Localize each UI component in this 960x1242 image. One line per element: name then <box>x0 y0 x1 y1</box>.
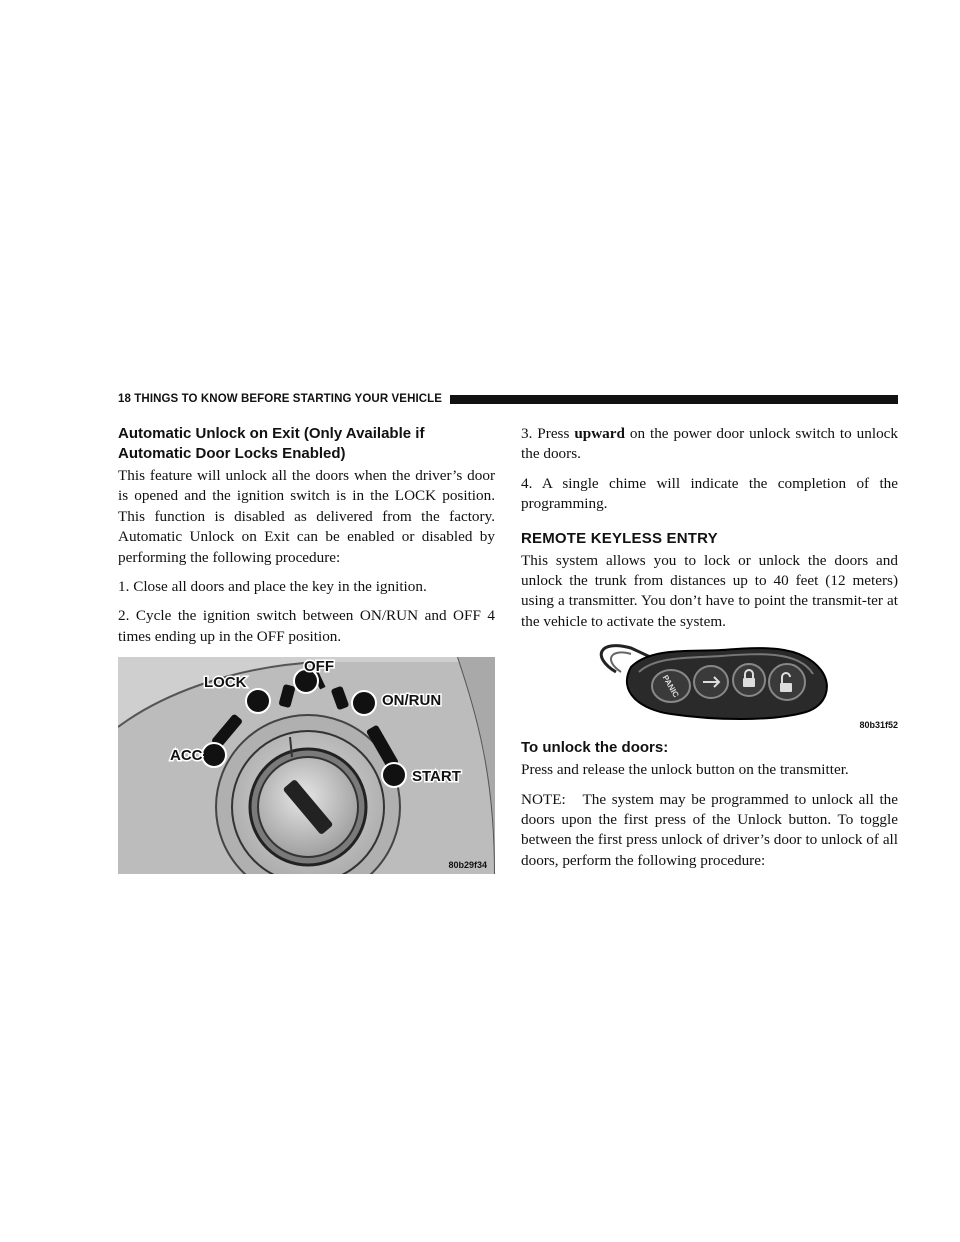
rke-intro: This system allows you to lock or unlock the doors and unlock the trunk from distances up to 40 feet (12 meters) using a transmitter. You don’t have to point the transmit-ter at the vehicle to activate the system. <box>521 551 898 630</box>
transmitter-illustration <box>521 642 898 732</box>
label-lock: LOCK <box>204 674 247 692</box>
ignition-figure-code: 80b29f34 <box>448 860 487 871</box>
page-header <box>118 392 898 406</box>
left-column <box>118 424 495 874</box>
note-text: The system may be programmed to unlock all the doors upon the first press of the Unlock button. To toggle between the first press unlock of driver’s door to unlock of all doors, perform the following procedure: <box>521 790 899 869</box>
ignition-switch-figure <box>118 657 495 874</box>
label-off: OFF <box>304 658 334 676</box>
section-heading-auto-unlock: Automatic Unlock on Exit (Only Available if Automatic Door Locks Enabled) <box>118 425 425 462</box>
unlock-text: Press and release the unlock button on the transmitter. <box>521 761 849 779</box>
note-paragraph <box>521 790 898 872</box>
step-1: 1. Close all doors and place the key in the ignition. <box>118 578 427 596</box>
section-heading-rke: REMOTE KEYLESS ENTRY <box>521 529 718 547</box>
transmitter-figure <box>521 642 898 732</box>
header-rule <box>450 395 898 404</box>
section-heading-unlock: To unlock the doors: <box>521 739 669 757</box>
label-on-run: ON/RUN <box>382 692 442 710</box>
step-4: 4. A single chime will indicate the completion of the programming. <box>521 474 898 513</box>
label-start: START <box>412 768 461 786</box>
auto-unlock-intro: This feature will unlock all the doors when the driver’s door is opened and the ignition switch is in the LOCK position. This function is disabled as delivered from the factory. Automatic Unlock on Exit can be enabled or disabled by performing the following procedure: <box>118 467 495 566</box>
lock-icon <box>743 678 755 687</box>
panic-button-label: PANIC <box>660 673 681 700</box>
step-3: 3. Press upward on the power door unlock switch to unlock the doors. <box>521 425 899 463</box>
step-2: 2. Cycle the ignition switch between ON/RUN and OFF 4 times ending up in the OFF position. <box>118 607 495 645</box>
unlock-icon <box>780 683 792 692</box>
page-header-text: 18 THINGS TO KNOW BEFORE STARTING YOUR VEHICLE <box>118 393 443 405</box>
transmitter-figure-code: 80b31f52 <box>859 720 898 731</box>
label-acc: ACC <box>170 747 203 765</box>
ignition-switch-illustration <box>118 657 495 874</box>
right-column <box>521 424 898 880</box>
note-label: NOTE: <box>521 790 566 808</box>
